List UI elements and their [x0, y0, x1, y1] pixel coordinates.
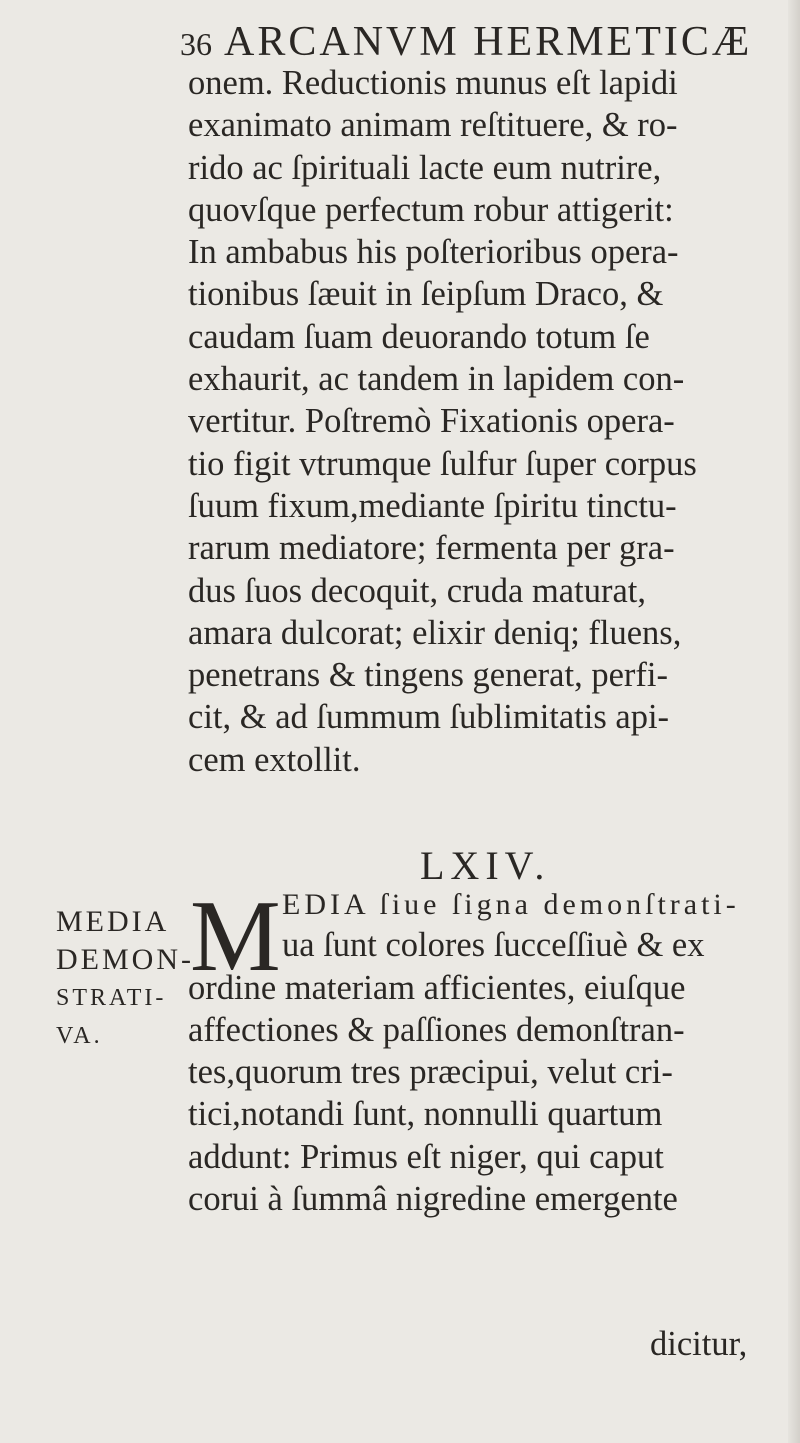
- marginal-line: MEDIA: [56, 905, 170, 938]
- marginal-line: VA.: [56, 1023, 103, 1049]
- text-line: tionibus ſæuit in ſeipſum Draco, &: [188, 275, 664, 314]
- page-edge-shadow: [788, 0, 800, 1443]
- text-line: vertitur. Poſtremò Fixationis opera-: [188, 402, 675, 441]
- page-number: 36: [180, 26, 212, 62]
- text-line: quovſque perfectum robur attigerit:: [188, 190, 674, 229]
- text-line: caudam ſuam deuorando totum ſe: [188, 317, 650, 356]
- section-number: LXIV.: [420, 843, 551, 888]
- text-line: tio figit vtrumque ſulfur ſuper corpus: [188, 444, 697, 483]
- text-line: tici,notandi ſunt, nonnulli quartum: [188, 1095, 663, 1134]
- first-line-text: EDIA ſiue ſigna demonſtrati-: [282, 888, 740, 921]
- text-line: tes,quorum tres præcipui, velut cri-: [188, 1053, 673, 1092]
- marginal-note: [56, 903, 196, 1055]
- text-line: onem. Reductionis munus eſt lapidi: [188, 64, 678, 102]
- drop-cap: M: [190, 880, 281, 993]
- text-line: amara dulcorat; elixir deniq; fluens,: [188, 613, 682, 652]
- marginal-line: STRATI-: [56, 985, 167, 1011]
- paragraph-1: [188, 62, 788, 781]
- text-line: penetrans & tingens generat, perfi-: [188, 656, 668, 695]
- text-line-first: [188, 882, 788, 924]
- marginal-line: DEMON-: [56, 943, 194, 976]
- running-title: ARCANVM HERMETICÆ: [224, 19, 753, 65]
- text-line: ordine materiam afficientes, eiuſque: [188, 968, 686, 1007]
- text-line-second: ua ſunt colores ſucceſſiuè & ex: [282, 926, 705, 965]
- text-line: corui à ſummâ nigredine emergente: [188, 1180, 678, 1219]
- text-line: cem extollit.: [188, 740, 361, 779]
- text-line: ſuum fixum,mediante ſpiritu tinctu-: [188, 486, 677, 525]
- text-line: cit, & ad ſummum ſublimitatis api-: [188, 698, 670, 737]
- text-line: exanimato animam reſtituere, & ro-: [188, 106, 678, 145]
- text-line: exhaurit, ac tandem in lapidem con-: [188, 360, 685, 399]
- text-line: affectiones & paſſiones demonſtran-: [188, 1010, 685, 1049]
- text-line: addunt: Primus eſt niger, qui caput: [188, 1137, 664, 1176]
- text-line: dus ſuos decoquit, cruda maturat,: [188, 571, 646, 610]
- text-line: rarum mediatore; fermenta per gra-: [188, 529, 675, 568]
- paragraph-2: [188, 882, 788, 1220]
- catchword: dicitur,: [650, 1325, 748, 1363]
- text-line: rido ac ſpirituali lacte eum nutrire,: [188, 148, 662, 187]
- text-line: In ambabus his poſterioribus opera-: [188, 233, 679, 272]
